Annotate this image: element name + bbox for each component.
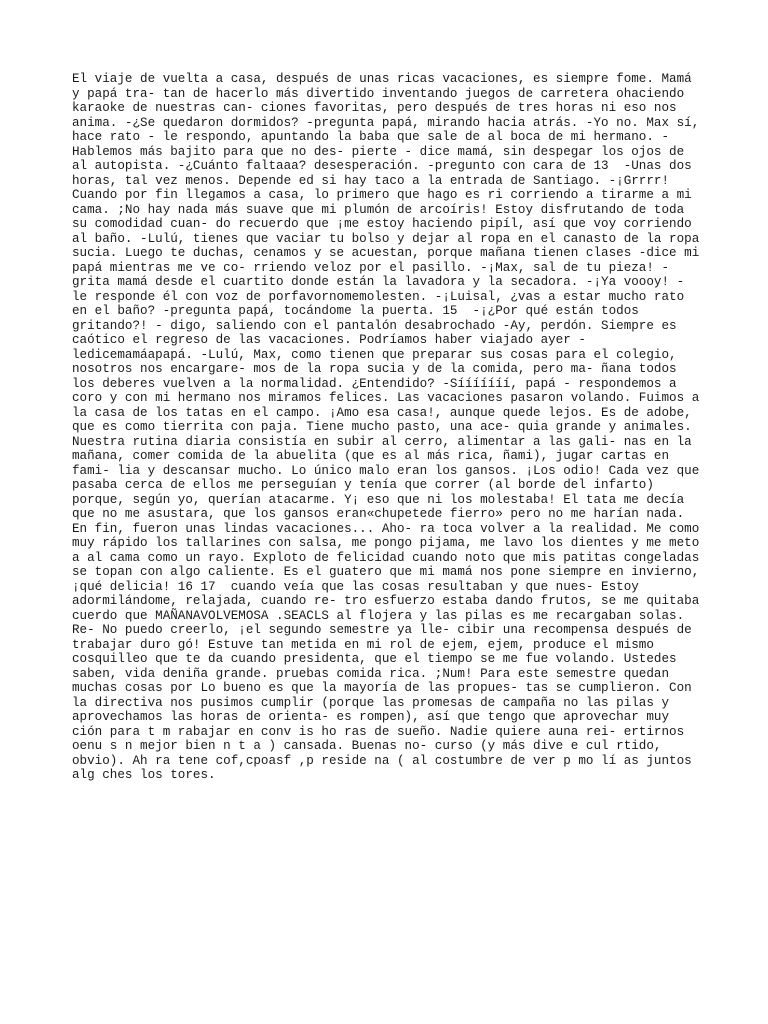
body-text-line: adormilándome, relajada, cuando re- tro esfuerzo estaba dando frutos, se me quitaba	[72, 594, 700, 608]
body-text-line: coro y con mi hermano nos miramos felices. Las vacaciones pasaron volando. Fuimos a	[72, 391, 700, 405]
body-text-line: cama. ;No hay nada más suave que mi plumón de arcoíris! Estoy disfrutando de toda	[72, 202, 685, 217]
body-text-line: mañana, comer comida de la abuelita (que es al más rica, ñami), jugar cartas en	[72, 449, 670, 463]
body-text-line: alg ches los tores.	[72, 768, 216, 782]
body-text-line: ¡qué delicia! 16 17 cuando veía que las cosas resultaban y que nues- Estoy	[72, 579, 639, 594]
body-text-line: hace rato - le respondo, apuntando la baba que sale de al boca de mi hermano. -	[72, 130, 670, 144]
body-text-line: El viaje de vuelta a casa, después de unas ricas vacaciones, es siempre fome. Mamá	[72, 72, 692, 86]
body-text-line: se topan con algo caliente. Es el guatero que mi mamá nos pone siempre en invierno,	[72, 565, 700, 579]
body-text-line: que es como tierrita con paja. Tiene mucho pasto, una ace- quia grande y animales.	[72, 420, 692, 434]
body-text-line: saben, vida deniña grande. pruebas comida rica. ;Num! Para este semestre quedan	[72, 666, 670, 681]
body-text-line: muy rápido los tallarines con salsa, me pongo pijama, me lavo los dientes y me meto	[72, 536, 700, 550]
body-text-line: cosquilleo que te da cuando presidenta, que el tiempo se me fue volando. Ustedes	[72, 652, 677, 666]
body-text-line: le responde él con voz de porfavornomemolesten. -¡Luisal, ¿vas a estar mucho rato	[72, 289, 685, 304]
body-text-line: al autopista. -¿Cuánto faltaaa? desesperación. -pregunto con cara de 13 -Unas dos	[72, 159, 692, 173]
body-text-line: nosotros nos encargare- mos de la ropa sucia y de la comida, pero ma- ñana todos	[72, 362, 677, 376]
body-text-line: papá mientras me ve co- rriendo veloz por el pasillo. -¡Max, sal de tu pieza! -	[72, 260, 670, 275]
body-text-line: grita mamá desde el cuartito donde están la lavadora y la secadora. -¡Ya voooy! -	[72, 275, 685, 289]
body-text-line: gritando?! - digo, saliendo con el pantalón desabrochado -Ay, perdón. Siempre es	[72, 318, 677, 333]
body-text-line: Nuestra rutina diaria consistía en subir al cerro, alimentar a las gali- nas en la	[72, 434, 692, 449]
body-text-line: ción para t m rabajar en conv is ho ras de sueño. Nadie quiere auna rei- ertirnos	[72, 724, 685, 739]
body-text-line: obvio). Ah ra tene cof,cpoasf ,p reside na ( al costumbre de ver p mo lí as juntos	[72, 753, 692, 768]
body-text-line: en el baño? -pregunta papá, tocándome la puerta. 15 -¡¿Por qué están todos	[72, 304, 639, 318]
body-text-line: muchas cosas por Lo bueno es que la mayoría de las propues- tas se cumplieron. Con	[72, 681, 692, 695]
body-text-line: al baño. -Lulú, tienes que vaciar tu bolso y dejar al ropa en el canasto de la ropa	[72, 231, 700, 246]
body-text-line: trabajar duro gó! Estuve tan metida en mi rol de ejem, ejem, produce el mismo	[72, 637, 654, 652]
body-text-line: y papá tra- tan de hacerlo más divertido inventando juegos de carretera ohaciendo	[72, 86, 685, 101]
body-text-line: karaoke de nuestras can- ciones favoritas, pero después de tres horas ni eso nos	[72, 101, 677, 115]
body-text-line: los deberes vuelven a la normalidad. ¿Entendido? -Sííííííí, papá - respondemos a	[72, 376, 677, 391]
body-text-line: oenu s n mejor bien n t a ) cansada. Buenas no- curso (y más dive e cul rtido,	[72, 739, 662, 753]
body-text-line: que no me asustara, que los gansos eran«chupetede fierro» pero no me harían nada.	[72, 507, 685, 521]
body-text-line: porque, según yo, querían atacarme. Y¡ eso que ni los molestaba! El tata me decía	[72, 492, 685, 507]
body-text-line: ledicemamáapapá. -Lulú, Max, como tienen que preparar sus cosas para el colegio,	[72, 347, 677, 362]
document-page	[72, 72, 712, 783]
body-text-line: a al cama como un rayo. Exploto de felicidad cuando noto que mis patitas congeladas	[72, 550, 700, 565]
body-text-line: Cuando por fin llegamos a casa, lo primero que hago es ri corriendo a tirarme a mi	[72, 188, 692, 202]
body-text-line: caótico el regreso de las vacaciones. Podríamos haber viajado ayer -	[72, 333, 586, 347]
body-text-line: horas, tal vez menos. Depende ed si hay taco a la entrada de Santiago. -¡Grrrr!	[72, 173, 670, 188]
body-text-line: En fin, fueron unas lindas vacaciones... Aho- ra toca volver a la realidad. Me como	[72, 521, 700, 536]
body-text-line: Re- No puedo creerlo, ¡el segundo semestre ya lle- cibir una recompensa después de	[72, 623, 692, 637]
body-text-line: sucia. Luego te duchas, cenamos y se acuestan, porque mañana tienen clases -dice mi	[72, 246, 700, 260]
body-text-line: pasaba cerca de ellos me perseguían y tenía que correr (al borde del infarto)	[72, 478, 654, 492]
body-text-line: su comodidad cuan- do recuerdo que ¡me estoy haciendo pipíl, así que voy corriendo	[72, 217, 692, 231]
body-text-line: fami- lia y descansar mucho. Lo único malo eran los gansos. ¡Los odio! Cada vez que	[72, 463, 700, 478]
body-text-line: Hablemos más bajito para que no des- pierte - dice mamá, sin despegar los ojos de	[72, 144, 685, 159]
body-text-line: la directiva nos pusimos cumplir (porque las promesas de campaña no las pilas y	[72, 695, 670, 710]
body-text-line: cuerdo que MAÑANAVOLVEMOSA .SEACLS al flojera y las pilas es me recargaban solas.	[72, 608, 685, 623]
body-text-line: anima. -¿Se quedaron dormidos? -pregunta papá, mirando hacia atrás. -Yo no. Max sí,	[72, 115, 700, 130]
body-text-line: aprovechamos las horas de orienta- es rompen), así que tengo que aprovechar muy	[72, 710, 670, 724]
body-text-line: la casa de los tatas en el campo. ¡Amo esa casa!, aunque quede lejos. Es de adobe,	[72, 405, 692, 420]
